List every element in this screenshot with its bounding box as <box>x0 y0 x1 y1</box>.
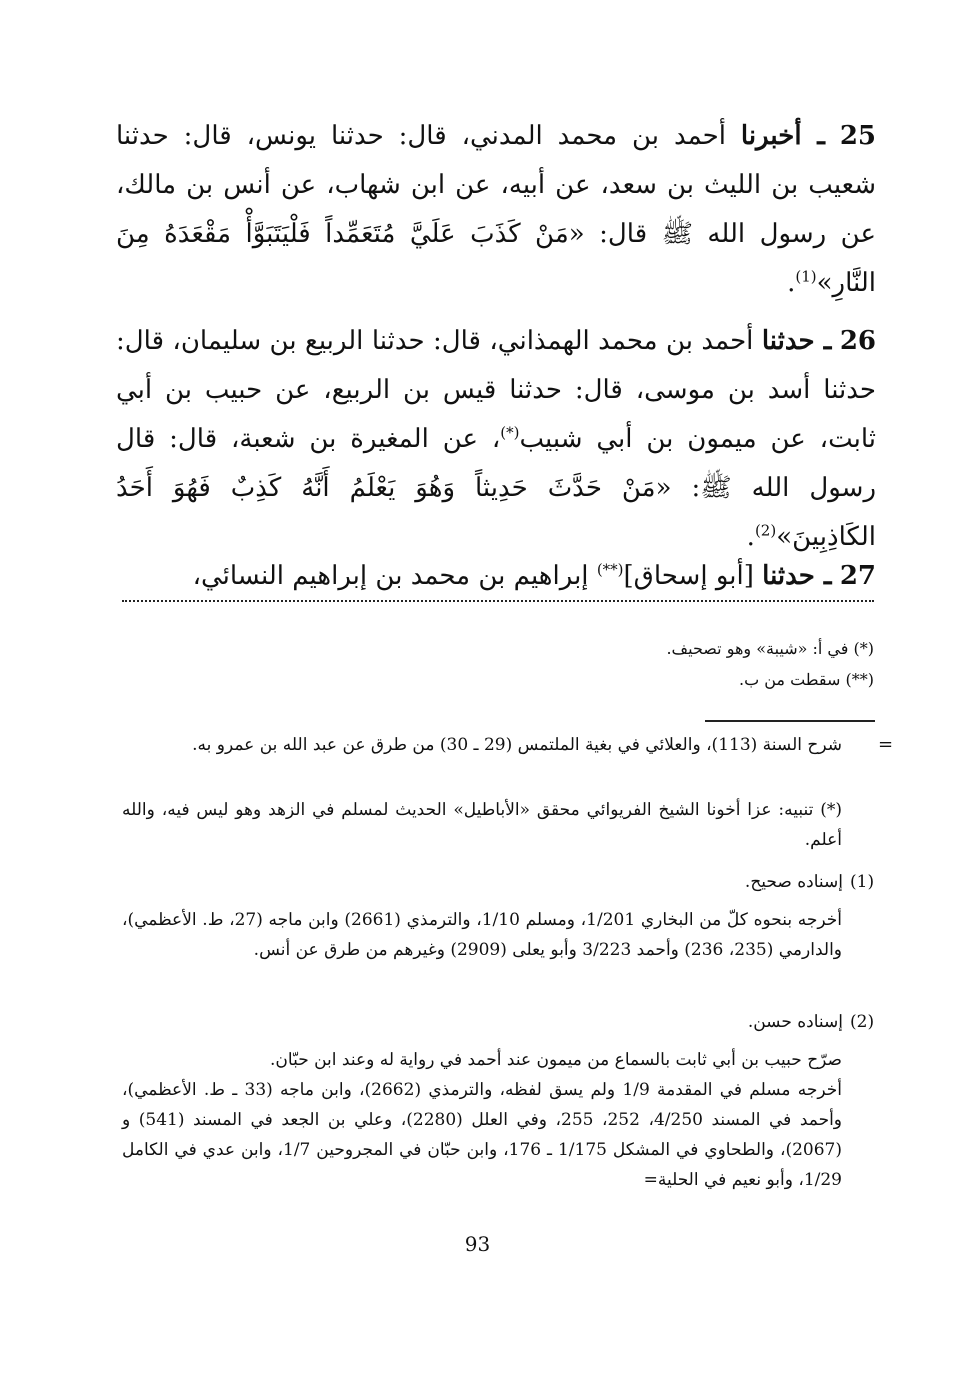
hadith-number: 25 <box>839 121 877 151</box>
hadith-text: إبراهيم بن محمد بن إبراهيم النسائي، <box>192 561 589 591</box>
footnote-ref: (1) <box>795 267 817 286</box>
continuation-mark: = <box>878 734 894 755</box>
footnote-2-label: (2) <box>850 1012 875 1032</box>
hadith-intro: حدثنا <box>762 561 815 591</box>
hadith-text: أحمد بن محمد المدني، قال: حدثنا يونس، قال: حدثنا شعيب بن الليث بن سعد، عن أبيه، عن ابن شهاب، عن أنس بن مالك، عن رسول الله ﷺ قال: «مَنْ كَذَبَ عَلَيَّ مُتَعَمِّداً فَلْيَتَبَوَّأْ مَقْعَدَهُ مِنَ النَّارِ» <box>116 121 876 298</box>
footnote-ref: (2) <box>754 521 777 540</box>
footnote-1-label: (1) <box>850 872 875 892</box>
footnote-1-text: أخرجه بنحوه كلّ من البخاري 1/201، ومسلم 1/10، والترمذي (2661) وابن ماجه (27، ط. الأعظمي)، والدارمي (235، 236) وأحمد 3/223 وأبو يعلى (2909) وغيرهم من طرق عن أنس. <box>122 910 843 960</box>
hadith-25: 25 ـ أخبرنا أحمد بن محمد المدني، قال: حدثنا يونس، قال: حدثنا شعيب بن الليث بن سعد، عن أبيه، عن ابن شهاب، عن أنس بن مالك، عن رسول الله ﷺ قال: «مَنْ كَذَبَ عَلَيَّ مُتَعَمِّداً فَلْيَتَبَوَّأْ مَقْعَدَهُ مِنَ النَّارِ»$^{(1)}$. <box>116 121 877 298</box>
hadith-bracket: [أبو إسحاق] <box>623 561 754 591</box>
note-ref: (**) <box>596 560 624 579</box>
hadith-27: 27 ـ حدثنا [أبو إسحاق](**) إبراهيم بن محمد بن إبراهيم النسائي، <box>192 560 876 591</box>
note-text: في أ: «شيبة» وهو تصحيف. <box>666 639 849 658</box>
dotted-separator <box>122 600 874 602</box>
hadith-number: 26 <box>839 326 877 356</box>
hadith-text-2: ، عن المغيرة بن شعبة، قال: قال رسول الله ﷺ: «مَنْ حَدَّثَ حَدِيثاً وَهُوَ يَعْلَمُ أَنَّهُ كَذِبٌ فَهُوَ أَحَدُ الكَاذِبِينَ» <box>116 424 876 552</box>
hadith-number: 27 <box>839 561 876 591</box>
hadith-text: أحمد بن محمد الهمذاني، قال: حدثنا الربيع بن سليمان، قال: حدثنا أسد بن موسى، قال: حدثنا قيس بن الربيع، عن حبيب بن أبي ثابت، عن ميمون بن أبي شبيب <box>116 326 877 454</box>
note-ref: (*) <box>500 423 520 442</box>
footnote-continuation: شرح السنة (113)، والعلائي في بغية الملتمس (29 ـ 30) من طرق عن عبد الله بن عمرو به. <box>192 735 842 755</box>
note-mark: (**) <box>845 670 874 689</box>
note-1 <box>130 636 874 661</box>
footnote-tanbih: (*) تنبيه: عزا أخونا الشيخ الفريوائي محقق «الأباطيل» الحديث لمسلم في الزهد وهو ليس فيه، والله أعلم. <box>122 800 842 850</box>
hadith-intro: حدثنا <box>761 326 815 356</box>
hadith-26: 26 ـ حدثنا أحمد بن محمد الهمذاني، قال: حدثنا الربيع بن سليمان، قال: حدثنا أسد بن موسى، قال: حدثنا قيس بن الربيع، عن حبيب بن أبي ثابت، عن ميمون بن أبي شبيب(*)، عن المغيرة بن شعبة، قال: قال رسول الله ﷺ: «مَنْ حَدَّثَ حَدِيثاً وَهُوَ يَعْلَمُ أَنَّهُ كَذِبٌ فَهُوَ أَحَدُ الكَاذِبِينَ»$^{(2)}$. <box>116 326 877 552</box>
footnote-2-text: صرّح حبيب بن أبي ثابت بالسماع من ميمون عند أحمد في رواية له وعند ابن حبّان. أخرجه مسلم في المقدمة 1/9 ولم يسق لفظه، والترمذي (2662)، وابن ماجه (33 ـ ط. الأعظمي)، وأحمد في المسند 4/250، 252، 255، وفي العلل (2280)، وعلي بن الجعد في المسند (541) و (2067)، والطحاوي في المشكل 1/175 ـ 176، وابن حبّان في المجروحين 1/7، وابن عدي في الكامل 1/29، وأبو نعيم في الحلية= <box>122 1050 843 1190</box>
note-2 <box>130 667 874 692</box>
footnote-1-head: إسناده صحيح. <box>744 872 843 892</box>
note-text: سقطت من ب. <box>739 670 841 689</box>
hadith-intro: أخبرنا <box>740 121 802 151</box>
footnote-rule <box>705 720 875 722</box>
note-mark: (*) <box>853 639 874 658</box>
footnote-2-head: إسناده حسن. <box>747 1012 843 1032</box>
page-number: 93 <box>464 1232 491 1256</box>
